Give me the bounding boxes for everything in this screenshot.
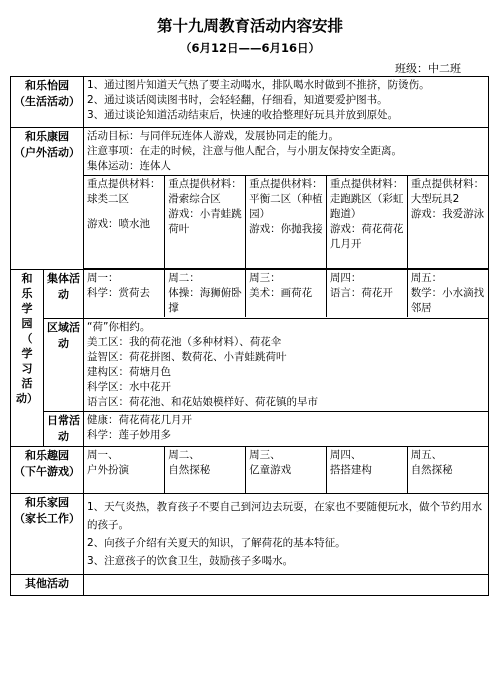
outdoor-section-label <box>11 128 84 270</box>
life-content <box>84 77 489 128</box>
play-day-1-label: 周一、 <box>87 449 119 461</box>
group-day-1-label: 周一： <box>87 272 119 284</box>
class-label: 班级：中二班 <box>395 62 461 75</box>
outdoor-area-3 <box>246 176 327 269</box>
area-activity-label: 区域活动 <box>44 319 84 412</box>
group-day-2-label: 周二： <box>168 272 200 284</box>
learning-group-row <box>11 270 489 319</box>
play-day-4-content: 搭搭建构 <box>329 464 372 476</box>
play-day-2-content: 自然探秘 <box>168 464 211 476</box>
play-section-name: 和乐趣园 <box>25 449 69 462</box>
learning-char-6: 学 <box>21 347 33 360</box>
schedule-table <box>10 76 489 596</box>
outdoor-area-3-game: 游戏：你抛我接 <box>249 223 323 235</box>
outdoor-area-5-game: 游戏：我爱游泳 <box>410 208 485 220</box>
group-day-2-content: 体操：海狮俯卧撑 <box>168 287 242 314</box>
group-activity-content <box>84 270 489 319</box>
learning-char-5: （ <box>21 332 33 345</box>
life-section-label <box>11 77 84 128</box>
play-day-5-label: 周五、 <box>410 449 443 461</box>
group-day-5 <box>407 270 488 317</box>
play-day-5-content: 自然探秘 <box>410 464 453 476</box>
group-day-5-content: 数学：小水滴找邻居 <box>410 287 485 314</box>
area-activity-content <box>84 319 489 412</box>
outdoor-area-4-game: 游戏：荷花荷花几月开 <box>329 223 404 250</box>
group-day-1-content: 科学：赏荷去 <box>87 287 150 299</box>
outdoor-area-1 <box>84 176 165 269</box>
play-day-3-content: 亿童游戏 <box>249 464 292 476</box>
play-day-3-label: 周三、 <box>249 449 281 461</box>
group-day-4-label: 周四： <box>329 272 362 284</box>
learning-daily-row <box>11 412 489 447</box>
outdoor-row <box>11 128 489 270</box>
learning-char-8: 活 <box>21 377 33 390</box>
play-day-2 <box>165 447 246 493</box>
outdoor-area-4-material: 重点提供材料：走跑跳区（彩虹跑道） <box>329 178 404 220</box>
learning-area-row <box>11 319 489 412</box>
play-row <box>11 447 489 494</box>
learning-char-4: 园 <box>21 317 33 330</box>
outdoor-goal: 活动目标：与同伴玩连体人游戏，发展协同走的能力。 <box>87 130 339 142</box>
group-day-3-content: 美术：画荷花 <box>249 287 313 299</box>
play-section-label <box>11 447 84 494</box>
home-section-label <box>11 494 84 575</box>
home-line-2: 2、向孩子介绍有关夏天的知识，了解荷花的基本特征。 <box>87 537 346 549</box>
home-section-sub: （家长工作） <box>14 512 80 525</box>
outdoor-group: 集体运动：连体人 <box>87 160 171 172</box>
outdoor-area-5 <box>407 176 488 269</box>
outdoor-area-1-material: 重点提供材料：球类二区 <box>87 178 161 205</box>
learning-section-label <box>11 270 44 447</box>
learning-char-2: 乐 <box>21 287 33 300</box>
life-line-2: 2、通过谈话阅读图书时，会轻轻翻，仔细看，知道要爱护图书。 <box>87 94 388 106</box>
daily-line-1: 健康：荷花荷花几月开 <box>87 414 192 426</box>
learning-char-3: 学 <box>21 302 33 315</box>
home-line-1: 1、天气炎热，教育孩子不要自己到河边去玩耍，在家也不要随便玩水，做个节约用水的孩子。 <box>87 501 483 531</box>
group-day-4-content: 语言：荷花开 <box>329 287 393 299</box>
outdoor-area-5-material: 重点提供材料：大型玩具2 <box>410 178 485 205</box>
life-line-1: 1、通过图片知道天气热了要主动喝水，排队喝水时做到不推挤，防烫伤。 <box>87 79 430 91</box>
group-day-5-label: 周五： <box>410 272 443 284</box>
play-day-1-content: 户外扮演 <box>87 464 129 476</box>
learning-char-9: 动） <box>16 392 38 405</box>
outdoor-note: 注意事项：在走的时候，注意与他人配合，与小朋友保持安全距离。 <box>87 145 402 157</box>
other-content <box>84 575 489 596</box>
group-activity-days <box>84 270 488 317</box>
outdoor-section-sub: （户外活动） <box>14 146 80 159</box>
life-line-3: 3、通过谈论知道活动结束后，快速的收拾整理好玩具并放到原处。 <box>87 109 399 121</box>
outdoor-area-3-material: 重点提供材料：平衡二区（种植园） <box>249 178 323 220</box>
area-line-4: 建构区：荷塘月色 <box>87 366 171 378</box>
life-section-sub: （生活活动） <box>14 95 80 108</box>
play-day-2-label: 周二、 <box>168 449 200 461</box>
home-section-name: 和乐家园 <box>25 496 69 509</box>
outdoor-area-2-game: 游戏：小青蛙跳荷叶 <box>168 208 242 235</box>
home-line-3: 3、注意孩子的饮食卫生，鼓励孩子多喝水。 <box>87 555 294 567</box>
learning-char-1: 和 <box>21 272 33 285</box>
home-content <box>84 494 489 575</box>
date-range: （6月12日——6月16日） <box>179 41 320 55</box>
play-day-3 <box>246 447 327 493</box>
page-title: 第十九周教育活动内容安排 <box>156 16 343 35</box>
outdoor-area-4 <box>326 176 407 269</box>
daily-line-2: 科学：莲子妙用多 <box>87 429 171 441</box>
daily-activity-content <box>84 412 489 447</box>
group-day-3-label: 周三： <box>249 272 281 284</box>
outdoor-area-2 <box>165 176 246 269</box>
play-day-4-label: 周四、 <box>329 449 362 461</box>
play-section-sub: （下午游戏） <box>14 465 80 478</box>
daily-activity-label: 日常活动 <box>44 412 84 447</box>
outdoor-areas-table <box>84 175 488 269</box>
area-line-5: 科学区：水中花开 <box>87 381 171 393</box>
other-section-label: 其他活动 <box>11 575 84 596</box>
home-row <box>11 494 489 575</box>
life-row <box>11 77 489 128</box>
group-activity-label: 集体活动 <box>44 270 84 319</box>
group-day-4 <box>326 270 407 317</box>
area-line-3: 益智区：荷花拼图、数荷花、小青蛙跳荷叶 <box>87 351 287 363</box>
group-day-3 <box>246 270 327 317</box>
group-day-1 <box>84 270 165 317</box>
play-content <box>84 447 489 494</box>
play-day-1 <box>84 447 165 493</box>
area-line-6: 语言区：荷花池、和花姑娘模样好、荷花镇的早市 <box>87 396 318 408</box>
outdoor-area-1-game: 游戏：喷水池 <box>87 218 150 230</box>
outdoor-area-2-material: 重点提供材料：滑索综合区 <box>168 178 242 205</box>
outdoor-content <box>84 128 489 270</box>
play-days <box>84 447 488 493</box>
other-row <box>11 575 489 596</box>
area-line-2: 美工区：我的荷花池（多种材料）、荷花伞 <box>87 336 282 348</box>
area-line-1: “荷”你相约。 <box>87 321 151 333</box>
outdoor-section-name: 和乐康园 <box>25 130 69 143</box>
life-section-name: 和乐怡园 <box>25 79 69 92</box>
learning-char-7: 习 <box>21 362 33 375</box>
play-day-4 <box>326 447 407 493</box>
play-day-5 <box>407 447 488 493</box>
group-day-2 <box>165 270 246 317</box>
